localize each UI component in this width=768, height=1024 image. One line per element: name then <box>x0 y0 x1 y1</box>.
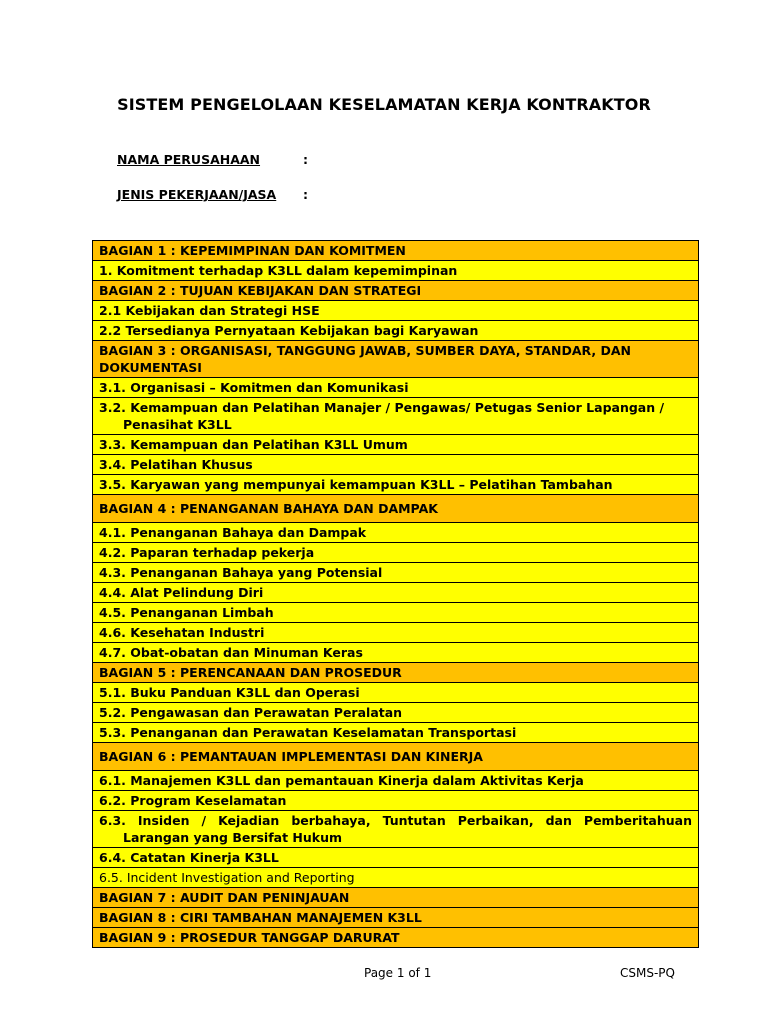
section-row <box>93 888 699 908</box>
item-row <box>93 563 699 583</box>
item-row <box>93 643 699 663</box>
page-number: Page 1 of 1 <box>364 966 432 980</box>
field-nama-perusahaan <box>117 152 308 167</box>
section-row <box>93 241 699 261</box>
item-text: 5.3. Penanganan dan Perawatan Keselamatan Transportasi <box>93 723 699 743</box>
item-text: 5.1. Buku Panduan K3LL dan Operasi <box>93 683 699 703</box>
item-text: 6.4. Catatan Kinerja K3LL <box>93 848 699 868</box>
item-text: 1. Komitment terhadap K3LL dalam kepemimpinan <box>93 261 699 281</box>
section-heading: BAGIAN 2 : TUJUAN KEBIJAKAN DAN STRATEGI <box>93 281 699 301</box>
section-heading: BAGIAN 4 : PENANGANAN BAHAYA DAN DAMPAK <box>93 495 699 523</box>
item-text: 6.5. Incident Investigation and Reporting <box>93 868 699 888</box>
item-text: 4.5. Penanganan Limbah <box>93 603 699 623</box>
section-row <box>93 908 699 928</box>
section-heading: BAGIAN 9 : PROSEDUR TANGGAP DARURAT <box>93 928 699 948</box>
section-row <box>93 663 699 683</box>
item-text: 4.3. Penanganan Bahaya yang Potensial <box>93 563 699 583</box>
item-text: 3.4. Pelatihan Khusus <box>93 455 699 475</box>
item-text: 3.2. Kemampuan dan Pelatihan Manajer / Pengawas/ Petugas Senior Lapangan / Penasihat K3LL <box>93 398 699 435</box>
section-heading: BAGIAN 1 : KEPEMIMPINAN DAN KOMITMEN <box>93 241 699 261</box>
section-row <box>93 928 699 948</box>
item-row <box>93 791 699 811</box>
document-title: SISTEM PENGELOLAAN KESELAMATAN KERJA KONTRAKTOR <box>117 95 651 114</box>
item-row <box>93 603 699 623</box>
item-text: 2.1 Kebijakan dan Strategi HSE <box>93 301 699 321</box>
section-row <box>93 495 699 523</box>
item-row <box>93 811 699 848</box>
item-text: 4.1. Penanganan Bahaya dan Dampak <box>93 523 699 543</box>
item-text: 3.5. Karyawan yang mempunyai kemampuan K3LL – Pelatihan Tambahan <box>93 475 699 495</box>
section-heading: BAGIAN 8 : CIRI TAMBAHAN MANAJEMEN K3LL <box>93 908 699 928</box>
item-row <box>93 583 699 603</box>
section-row <box>93 743 699 771</box>
section-heading: BAGIAN 5 : PERENCANAAN DAN PROSEDUR <box>93 663 699 683</box>
item-row <box>93 771 699 791</box>
item-row <box>93 455 699 475</box>
item-row <box>93 683 699 703</box>
field-label: NAMA PERUSAHAAN <box>117 152 261 167</box>
document-code: CSMS-PQ <box>620 966 675 980</box>
field-label: JENIS PEKERJAAN/JASA <box>117 187 277 202</box>
section-heading: BAGIAN 7 : AUDIT DAN PENINJAUAN <box>93 888 699 908</box>
item-text: 4.2. Paparan terhadap pekerja <box>93 543 699 563</box>
item-row <box>93 398 699 435</box>
section-row <box>93 341 699 378</box>
section-heading: BAGIAN 6 : PEMANTAUAN IMPLEMENTASI DAN KINERJA <box>93 743 699 771</box>
section-row <box>93 281 699 301</box>
item-row <box>93 848 699 868</box>
item-row <box>93 261 699 281</box>
item-row <box>93 523 699 543</box>
item-row <box>93 301 699 321</box>
field-separator: : <box>303 152 308 167</box>
field-jenis-pekerjaan <box>117 187 308 202</box>
item-row <box>93 543 699 563</box>
item-text: 5.2. Pengawasan dan Perawatan Peralatan <box>93 703 699 723</box>
item-text: 3.1. Organisasi – Komitmen dan Komunikasi <box>93 378 699 398</box>
item-row <box>93 321 699 341</box>
item-row <box>93 723 699 743</box>
item-text: 4.7. Obat-obatan dan Minuman Keras <box>93 643 699 663</box>
item-text: 3.3. Kemampuan dan Pelatihan K3LL Umum <box>93 435 699 455</box>
item-row <box>93 378 699 398</box>
item-text: 6.2. Program Keselamatan <box>93 791 699 811</box>
item-text: 4.6. Kesehatan Industri <box>93 623 699 643</box>
item-text: 6.3. Insiden / Kejadian berbahaya, Tuntutan Perbaikan, dan Pemberitahuan Larangan yang Bersifat Hukum <box>93 811 699 848</box>
item-row <box>93 475 699 495</box>
item-text: 4.4. Alat Pelindung Diri <box>93 583 699 603</box>
item-row <box>93 623 699 643</box>
section-table <box>92 240 699 948</box>
item-row <box>93 868 699 888</box>
item-text: 6.1. Manajemen K3LL dan pemantauan Kinerja dalam Aktivitas Kerja <box>93 771 699 791</box>
field-separator: : <box>303 187 308 202</box>
section-heading: BAGIAN 3 : ORGANISASI, TANGGUNG JAWAB, SUMBER DAYA, STANDAR, DAN DOKUMENTASI <box>93 341 699 378</box>
item-row <box>93 703 699 723</box>
item-row <box>93 435 699 455</box>
item-text: 2.2 Tersedianya Pernyataan Kebijakan bagi Karyawan <box>93 321 699 341</box>
